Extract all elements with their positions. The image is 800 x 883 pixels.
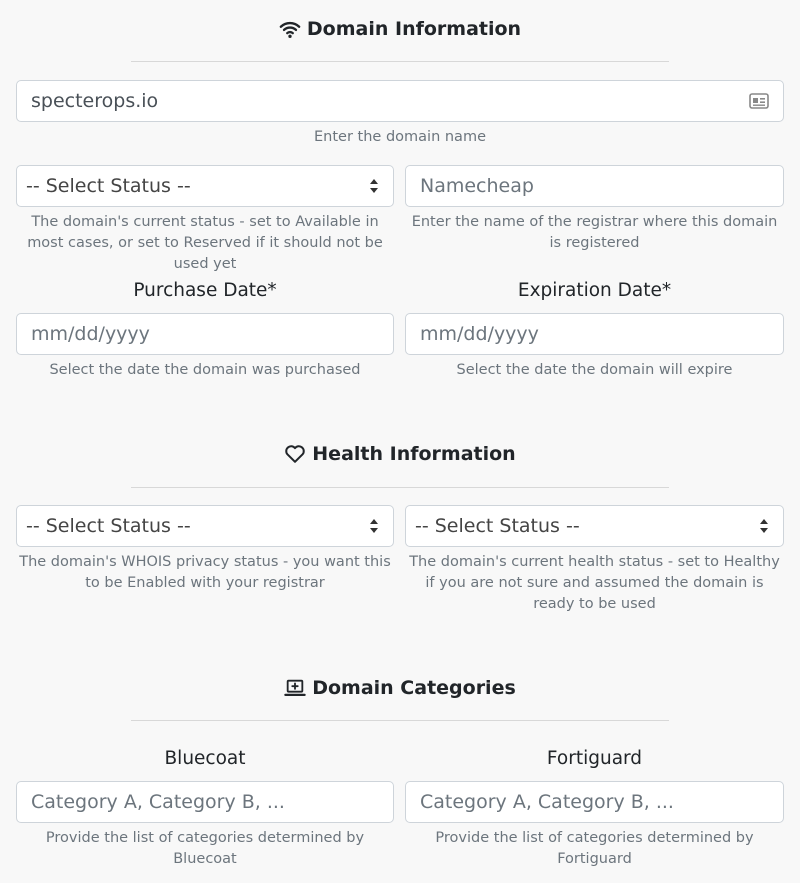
- divider: [131, 487, 669, 488]
- bluecoat-label: Bluecoat: [164, 748, 246, 769]
- section-title: Health Information: [312, 443, 516, 465]
- select-arrows-icon: [369, 517, 379, 535]
- id-card-icon: [749, 93, 769, 109]
- purchase-date-label: Purchase Date*: [133, 280, 277, 301]
- bluecoat-categories-input[interactable]: [16, 781, 394, 823]
- fortiguard-label: Fortiguard: [546, 748, 643, 769]
- registrar-help: Enter the name of the registrar where this domain is registered: [411, 214, 778, 251]
- divider: [131, 61, 669, 62]
- expiration-date-placeholder: mm/dd/yyyy: [420, 323, 539, 345]
- health-status-select[interactable]: [405, 505, 784, 547]
- whois-privacy-help: The domain's WHOIS privacy status - you want this to be Enabled with your registrar: [19, 554, 391, 591]
- fortiguard-placeholder: Category A, Category B, ...: [420, 791, 674, 813]
- section-title: Domain Information: [306, 18, 522, 40]
- domain-name-input[interactable]: [16, 80, 784, 122]
- select-arrows-icon: [369, 177, 379, 195]
- divider: [131, 720, 669, 721]
- purchase-date-placeholder: mm/dd/yyyy: [31, 323, 150, 345]
- health-status-value: -- Select Status --: [415, 515, 580, 537]
- heart-icon: [284, 443, 306, 465]
- expiration-date-label: Expiration Date*: [517, 280, 672, 301]
- domain-status-select[interactable]: [16, 165, 394, 207]
- domain-name-help: Enter the domain name: [314, 129, 486, 145]
- fortiguard-categories-input[interactable]: [405, 781, 784, 823]
- select-arrows-icon: [759, 517, 769, 535]
- expiration-date-help: Select the date the domain will expire: [456, 362, 733, 378]
- domain-categories-heading: [0, 677, 800, 699]
- domain-information-heading: [0, 18, 800, 40]
- wifi-icon: [279, 18, 301, 40]
- laptop-plus-icon: [284, 677, 306, 699]
- whois-privacy-select[interactable]: [16, 505, 394, 547]
- domain-status-help: The domain's current status - set to Available in most cases, or set to Reserved if it should not be used yet: [27, 214, 383, 272]
- bluecoat-placeholder: Category A, Category B, ...: [31, 791, 285, 813]
- expiration-date-input[interactable]: [405, 313, 784, 355]
- fortiguard-help: Provide the list of categories determined by Fortiguard: [435, 830, 754, 867]
- registrar-input[interactable]: [405, 165, 784, 207]
- domain-name-value: specterops.io: [31, 90, 159, 112]
- health-information-heading: [0, 443, 800, 465]
- section-title: Domain Categories: [312, 677, 516, 699]
- whois-privacy-value: -- Select Status --: [26, 515, 191, 537]
- health-status-help: The domain's current health status - set to Healthy if you are not sure and assumed the domain is ready to be used: [409, 554, 780, 612]
- registrar-placeholder: Namecheap: [420, 175, 534, 197]
- purchase-date-input[interactable]: [16, 313, 394, 355]
- bluecoat-help: Provide the list of categories determined by Bluecoat: [45, 830, 365, 867]
- domain-status-value: -- Select Status --: [26, 175, 191, 197]
- purchase-date-help: Select the date the domain was purchased: [49, 362, 361, 378]
